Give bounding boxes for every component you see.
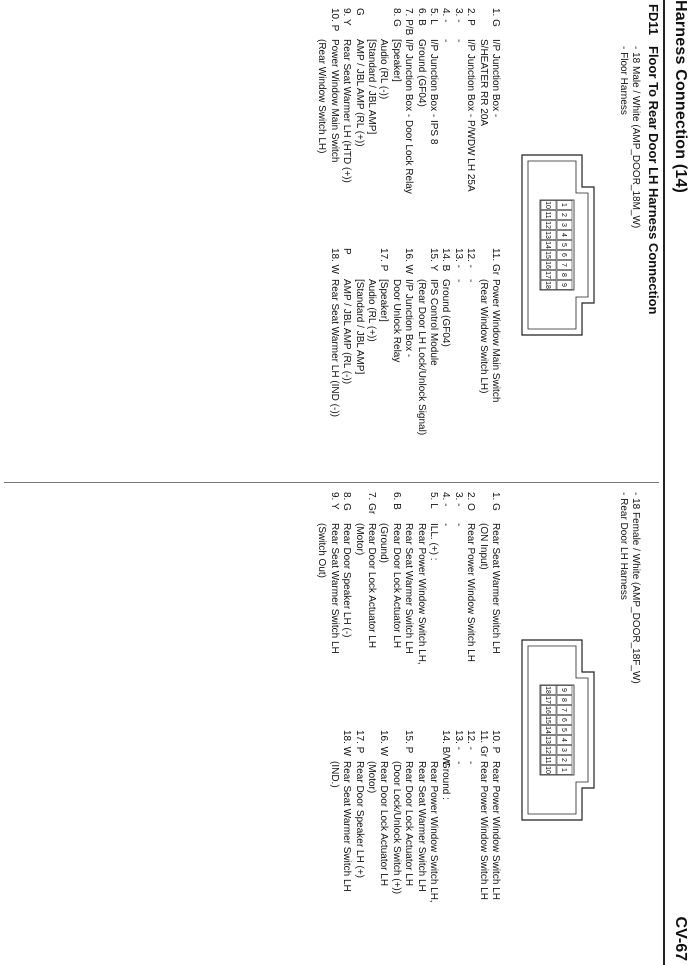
- pin-row: [315, 492, 327, 665]
- pin-row: [377, 492, 389, 665]
- pin-cell-label: 13: [544, 736, 551, 744]
- pin-number: G: [353, 8, 365, 16]
- pin-number: [315, 8, 327, 39]
- pin-description: [Speaker]: [378, 279, 390, 322]
- pin-cell-label: 4: [560, 738, 567, 742]
- pin-number: [389, 248, 401, 279]
- pin-description: Rear Seat Warmer Switch LH: [490, 523, 501, 654]
- pin-description: AMP / JBL AMP (RL (-)): [341, 279, 353, 385]
- pin-row: [352, 730, 364, 903]
- section-id: FD11: [646, 4, 661, 36]
- pin-row: [451, 248, 463, 435]
- pin-description: (Motor): [353, 523, 365, 556]
- pin-number: 6. B: [390, 492, 402, 510]
- pin-row: [389, 248, 401, 435]
- pin-row: [489, 492, 501, 665]
- pin-description: Ground (GF04): [415, 39, 427, 107]
- pin-number: 3. -: [452, 492, 464, 507]
- pin-description: Rear Door Lock Actuator LH: [378, 761, 390, 887]
- pin-cell-label: 16: [544, 706, 551, 714]
- pin-description: Power Window Main Switch: [328, 39, 340, 163]
- pin-row: [489, 248, 501, 435]
- pin-description: (Motor): [365, 761, 377, 794]
- pin-row: [476, 248, 488, 435]
- pin-number: 9. Y: [341, 8, 353, 26]
- pin-row: [439, 730, 451, 903]
- pin-cell-label: 6: [560, 718, 567, 722]
- pin-description: -: [465, 761, 477, 765]
- pin-row: [389, 492, 401, 665]
- pin-cell-label: 1: [560, 768, 567, 772]
- pin-description: Rear Power Window Switch LH: [465, 523, 477, 662]
- pin-description: Rear Door Lock Actuator LH: [365, 523, 377, 649]
- pin-cell-label: 14: [544, 241, 551, 249]
- pin-description: Rear Power Window Switch LH,: [415, 523, 427, 665]
- pin-description: Rear Door Speaker LH (+): [353, 761, 365, 878]
- pin-description: I/P Junction Box - IPS 8: [427, 39, 439, 145]
- pin-number: 7. P/B: [403, 8, 415, 36]
- pin-description: S/HEATER RR 20A: [477, 39, 489, 127]
- pin-number: 16. W: [403, 248, 415, 275]
- pin-description: (Door Lock/Unlock Switch (+)): [390, 761, 402, 895]
- right-connector-diagram: [509, 630, 604, 830]
- pin-row: [451, 730, 463, 903]
- pin-row: [315, 8, 327, 194]
- connector-inner-outline: [528, 646, 588, 814]
- right-connector-spec: - 18 Female / White (AMP_DOOR_18F_W): [630, 492, 641, 684]
- pin-number: 1. G: [490, 492, 501, 511]
- pin-number: 18. W: [328, 248, 340, 275]
- pin-row: [365, 492, 377, 665]
- pin-row: [414, 492, 426, 665]
- pin-row: [340, 492, 352, 665]
- pin-number: [414, 730, 426, 761]
- pin-description: I/P Junction Box - P/WDW LH 25A: [465, 39, 477, 192]
- pin-cell-label: 16: [544, 261, 551, 269]
- pin-number: 5. L: [427, 8, 439, 25]
- pin-row: [365, 730, 377, 903]
- pin-description: (Rear Door LH Lock/Unlock Signal): [415, 279, 427, 436]
- pin-number: [476, 8, 488, 39]
- pin-cell-label: 5: [560, 243, 567, 247]
- pin-cell-label: 18: [544, 686, 551, 694]
- page-title: Harness Connection (14): [672, 0, 689, 194]
- pin-row: [402, 730, 414, 903]
- pin-cell-label: 8: [560, 698, 567, 702]
- pin-number: 13. -: [452, 248, 464, 269]
- pin-row: [327, 248, 339, 435]
- pin-cell-label: 10: [544, 201, 551, 209]
- pin-number: P: [341, 248, 353, 255]
- connector-housing: [522, 640, 594, 820]
- pin-row: [377, 8, 389, 194]
- pin-description: (ON Input): [477, 523, 489, 570]
- pin-number: [352, 248, 364, 279]
- pin-description: -: [440, 39, 452, 43]
- pin-row: [427, 492, 439, 665]
- pin-cell-label: 1: [560, 203, 567, 207]
- pin-description: Rear Seat Warmer Switch LH: [403, 523, 415, 654]
- pin-description: [Standard / JBL AMP]: [353, 279, 365, 375]
- pin-number: [476, 492, 488, 523]
- pin-number: 14. B: [440, 248, 452, 272]
- pin-number: 12. -: [465, 730, 477, 751]
- pin-cell-label: 2: [560, 213, 567, 217]
- pin-row: [476, 492, 488, 665]
- pin-cell-label: 11: [544, 211, 551, 219]
- pin-description: Rear Seat Warmer LH (IND (-)): [328, 279, 340, 417]
- pin-description: Rear Power Window Switch LH,: [427, 761, 439, 903]
- pin-description: [Speaker]: [390, 39, 402, 82]
- pin-row: [340, 8, 352, 194]
- pin-row: [489, 730, 501, 903]
- pin-number: 9. Y: [328, 492, 340, 510]
- pin-description: Rear Door Lock Actuator LH: [390, 523, 402, 649]
- pin-description: IPS Control Module: [427, 279, 439, 366]
- pin-row: [414, 730, 426, 903]
- pin-cell-label: 18: [544, 281, 551, 289]
- pin-description: -: [452, 279, 464, 283]
- right-harness-name: - Rear Door LH Harness: [618, 492, 629, 600]
- pin-number: [352, 492, 364, 523]
- pin-description: I/P Junction Box - Door Lock Relay: [403, 39, 415, 194]
- pin-number: [365, 730, 377, 761]
- pin-cell-label: 11: [544, 756, 551, 764]
- pin-number: 4. -: [440, 8, 452, 23]
- connector-housing: [522, 155, 594, 335]
- pin-row: [476, 730, 488, 903]
- pin-description: Audio (RL (+)): [365, 279, 377, 342]
- pin-row: [340, 730, 352, 903]
- pin-row: [451, 492, 463, 665]
- pin-description: Rear Power Window Switch LH: [490, 761, 501, 900]
- pin-cell-label: 10: [544, 766, 551, 774]
- right-pin-list-2: [327, 730, 501, 903]
- pin-number: 18. W: [341, 730, 353, 757]
- pin-description: -: [465, 279, 477, 283]
- pin-cell-label: 2: [560, 758, 567, 762]
- pin-cell-label: 7: [560, 263, 567, 267]
- pin-row: [427, 8, 439, 194]
- pin-number: [402, 492, 414, 523]
- pin-number: 6. B: [415, 8, 427, 26]
- pin-row: [439, 248, 451, 435]
- pin-number: [365, 248, 377, 279]
- pin-row: [439, 492, 451, 665]
- pin-number: [414, 492, 426, 523]
- pin-row: [427, 248, 439, 435]
- pin-description: (IND.): [328, 761, 340, 788]
- pin-description: Rear Seat Warmer Switch LH: [341, 761, 353, 892]
- pin-description: Audio (RL (-)): [378, 39, 390, 100]
- pin-number: 11. Gr: [477, 730, 489, 758]
- pin-cell-label: 9: [560, 688, 567, 692]
- pin-description: Ground (GF04): [440, 279, 452, 347]
- right-pin-list-1: [315, 492, 501, 665]
- pin-row: [327, 8, 339, 194]
- pin-row: [464, 492, 476, 665]
- pin-row: [402, 492, 414, 665]
- pin-row: [389, 730, 401, 903]
- pin-number: 2. O: [465, 492, 477, 511]
- pin-row: [352, 248, 364, 435]
- pin-row: [327, 730, 339, 903]
- pin-cell-label: 17: [544, 696, 551, 704]
- pin-description: (Switch Out): [316, 523, 328, 579]
- pin-cell-label: 7: [560, 708, 567, 712]
- pin-cell-label: 17: [544, 271, 551, 279]
- left-pin-list-1: [315, 8, 501, 194]
- pin-number: 5. L: [427, 492, 439, 509]
- pin-number: 8. G: [390, 8, 402, 27]
- pin-row: [402, 8, 414, 194]
- pin-number: 8. G: [341, 492, 353, 511]
- pin-number: [377, 8, 389, 39]
- pin-number: [389, 730, 401, 761]
- pin-number: [365, 8, 377, 39]
- pin-row: [389, 8, 401, 194]
- pin-number: [427, 730, 439, 761]
- pin-number: 15. P: [403, 730, 415, 754]
- pin-row: [414, 8, 426, 194]
- pin-number: 10. P: [490, 730, 501, 754]
- pin-description: -: [452, 523, 464, 527]
- pin-row: [427, 730, 439, 903]
- pin-cell-label: 9: [560, 283, 567, 287]
- pin-row: [352, 8, 364, 194]
- pin-row: [340, 248, 352, 435]
- left-pin-list-2: [327, 248, 501, 435]
- pin-number: 3. -: [452, 8, 464, 23]
- pin-cell-label: 8: [560, 273, 567, 277]
- pin-cell-label: 12: [544, 746, 551, 754]
- pin-description: ILL. (+) :: [427, 523, 439, 561]
- pin-description: Rear Door Speaker LH (-): [341, 523, 353, 638]
- pin-description: Ground :: [440, 761, 452, 800]
- pin-row: [476, 8, 488, 194]
- pin-description: Rear Seat Warmer LH (HTD (+)): [341, 39, 353, 183]
- pin-description: -: [440, 523, 452, 527]
- pin-cell-label: 5: [560, 728, 567, 732]
- pin-cell-label: 15: [544, 251, 551, 259]
- pin-number: [414, 248, 426, 279]
- pin-number: [476, 248, 488, 279]
- pin-number: 13. -: [452, 730, 464, 751]
- pin-description: Door Unlock Relay: [390, 279, 402, 363]
- pin-row: [464, 730, 476, 903]
- pin-description: Rear Power Window Switch LH: [477, 761, 489, 900]
- pin-row: [451, 8, 463, 194]
- pin-number: [377, 492, 389, 523]
- pin-description: Rear Seat Warmer Switch LH: [415, 761, 427, 892]
- pin-description: -: [452, 39, 464, 43]
- pin-cell-label: 6: [560, 253, 567, 257]
- left-connector-spec: - 18 Male / White (AMP_DOOR_18M_W): [630, 46, 641, 229]
- pin-row: [402, 248, 414, 435]
- pin-row: [439, 8, 451, 194]
- pin-description: I/P Junction Box -: [490, 39, 501, 118]
- pin-row: [464, 8, 476, 194]
- pin-number: 2. P: [465, 8, 477, 26]
- pin-row: [377, 730, 389, 903]
- pin-cell-label: 3: [560, 223, 567, 227]
- pin-row: [414, 248, 426, 435]
- pin-row: [352, 492, 364, 665]
- pin-description: Rear Seat Warmer Switch LH: [328, 523, 340, 654]
- pin-row: [377, 248, 389, 435]
- pin-number: 12. -: [465, 248, 477, 269]
- pin-cell-label: 15: [544, 716, 551, 724]
- pin-number: 7. Gr: [365, 492, 377, 515]
- top-rule: [663, 0, 665, 965]
- pin-cell-label: 12: [544, 221, 551, 229]
- pin-description: AMP / JBL AMP (RL (+)): [353, 39, 365, 147]
- pin-number: 15. Y: [427, 248, 439, 272]
- pin-description: -: [452, 761, 464, 765]
- pin-description: I/P Junction Box -: [403, 279, 415, 358]
- pin-description: (Rear Window Switch LH): [477, 279, 489, 394]
- pin-number: 4. -: [440, 492, 452, 507]
- left-connector-diagram: [509, 145, 604, 345]
- pin-row: [327, 492, 339, 665]
- pin-number: [315, 492, 327, 523]
- center-divider: [4, 482, 659, 483]
- pin-number: 16. W: [378, 730, 390, 757]
- pin-cell-label: 3: [560, 748, 567, 752]
- page-number: CV-67: [672, 916, 689, 961]
- pin-number: [327, 730, 339, 761]
- pin-description: [Standard / JBL AMP]: [365, 39, 377, 135]
- pin-description: (Ground): [378, 523, 390, 564]
- pin-row: [365, 248, 377, 435]
- section-title: Floor To Rear Door LH Harness Connection: [646, 46, 661, 315]
- pin-description: (Rear Window Switch LH): [316, 39, 328, 154]
- pin-cell-label: 13: [544, 231, 551, 239]
- pin-row: [464, 248, 476, 435]
- pin-number: 17. P: [353, 730, 365, 754]
- pin-number: 1. G: [490, 8, 501, 27]
- pin-cell-label: 4: [560, 233, 567, 237]
- pin-row: [365, 8, 377, 194]
- pin-number: 10. P: [328, 8, 340, 32]
- pin-cell-label: 14: [544, 726, 551, 734]
- pin-description: Power Window Main Switch: [490, 279, 501, 403]
- pin-description: Rear Door Lock Actuator LH: [403, 761, 415, 887]
- left-harness-name: - Floor Harness: [618, 46, 629, 115]
- pin-number: 17. P: [378, 248, 390, 272]
- pin-number: 11. Gr: [490, 248, 501, 276]
- pin-row: [489, 8, 501, 194]
- connector-inner-outline: [528, 161, 588, 329]
- pin-number: 14. B/W: [440, 730, 452, 766]
